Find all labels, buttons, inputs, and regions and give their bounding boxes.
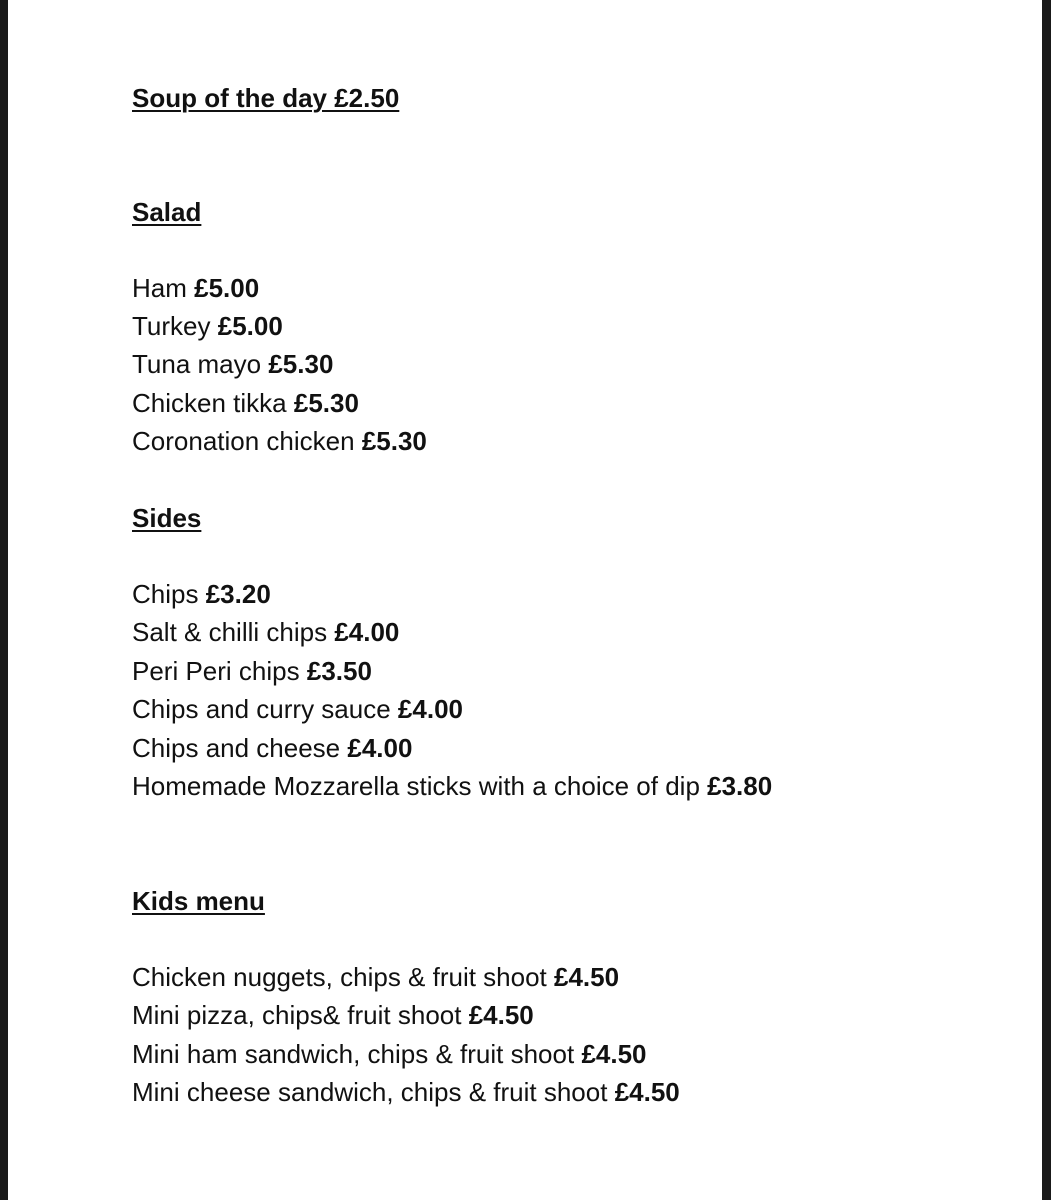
soup-heading: Soup of the day £2.50 bbox=[132, 83, 400, 113]
salad-heading: Salad bbox=[132, 197, 202, 227]
menu-item bbox=[132, 575, 271, 613]
menu-item bbox=[132, 958, 619, 996]
item-name: Chips and curry sauce bbox=[132, 694, 391, 724]
menu-item bbox=[132, 384, 359, 422]
item-name: Turkey bbox=[132, 311, 211, 341]
item-name: Chicken nuggets, chips & fruit shoot bbox=[132, 962, 547, 992]
item-name: Mini ham sandwich, chips & fruit shoot bbox=[132, 1039, 575, 1069]
menu-item bbox=[132, 307, 283, 345]
menu-item bbox=[132, 613, 399, 651]
item-name: Chicken tikka bbox=[132, 388, 287, 418]
item-price: £5.00 bbox=[217, 311, 283, 341]
item-name: Salt & chilli chips bbox=[132, 617, 328, 647]
item-price: £3.20 bbox=[205, 579, 271, 609]
menu-item bbox=[132, 996, 534, 1034]
item-name: Ham bbox=[132, 273, 187, 303]
menu-item bbox=[132, 269, 259, 307]
item-name: Chips and cheese bbox=[132, 733, 341, 763]
menu-item bbox=[132, 690, 463, 728]
item-price: £3.50 bbox=[306, 656, 372, 686]
item-price: £4.50 bbox=[468, 1000, 534, 1030]
item-price: £4.00 bbox=[397, 694, 463, 724]
item-price: £4.50 bbox=[614, 1077, 680, 1107]
item-price: £4.50 bbox=[581, 1039, 647, 1069]
item-name: Chips bbox=[132, 579, 199, 609]
menu-item bbox=[132, 1073, 680, 1111]
menu-item bbox=[132, 652, 372, 690]
item-price: £5.00 bbox=[194, 273, 260, 303]
item-price: £4.00 bbox=[347, 733, 413, 763]
menu-page bbox=[8, 0, 1042, 1200]
item-price: £3.80 bbox=[707, 771, 773, 801]
item-name: Tuna mayo bbox=[132, 349, 262, 379]
item-price: £5.30 bbox=[293, 388, 359, 418]
sides-heading: Sides bbox=[132, 503, 202, 533]
item-price: £4.50 bbox=[554, 962, 620, 992]
item-price: £5.30 bbox=[361, 426, 427, 456]
item-price: £4.00 bbox=[334, 617, 400, 647]
kids-menu-heading: Kids menu bbox=[132, 886, 265, 916]
menu-item bbox=[132, 345, 333, 383]
item-name: Coronation chicken bbox=[132, 426, 355, 456]
item-price: £5.30 bbox=[268, 349, 334, 379]
menu-item bbox=[132, 767, 772, 805]
menu-item bbox=[132, 1035, 647, 1073]
menu-item bbox=[132, 422, 427, 460]
menu-item bbox=[132, 729, 412, 767]
item-name: Mini cheese sandwich, chips & fruit shoot bbox=[132, 1077, 608, 1107]
item-name: Homemade Mozzarella sticks with a choice of dip bbox=[132, 771, 700, 801]
item-name: Peri Peri chips bbox=[132, 656, 300, 686]
item-name: Mini pizza, chips& fruit shoot bbox=[132, 1000, 462, 1030]
